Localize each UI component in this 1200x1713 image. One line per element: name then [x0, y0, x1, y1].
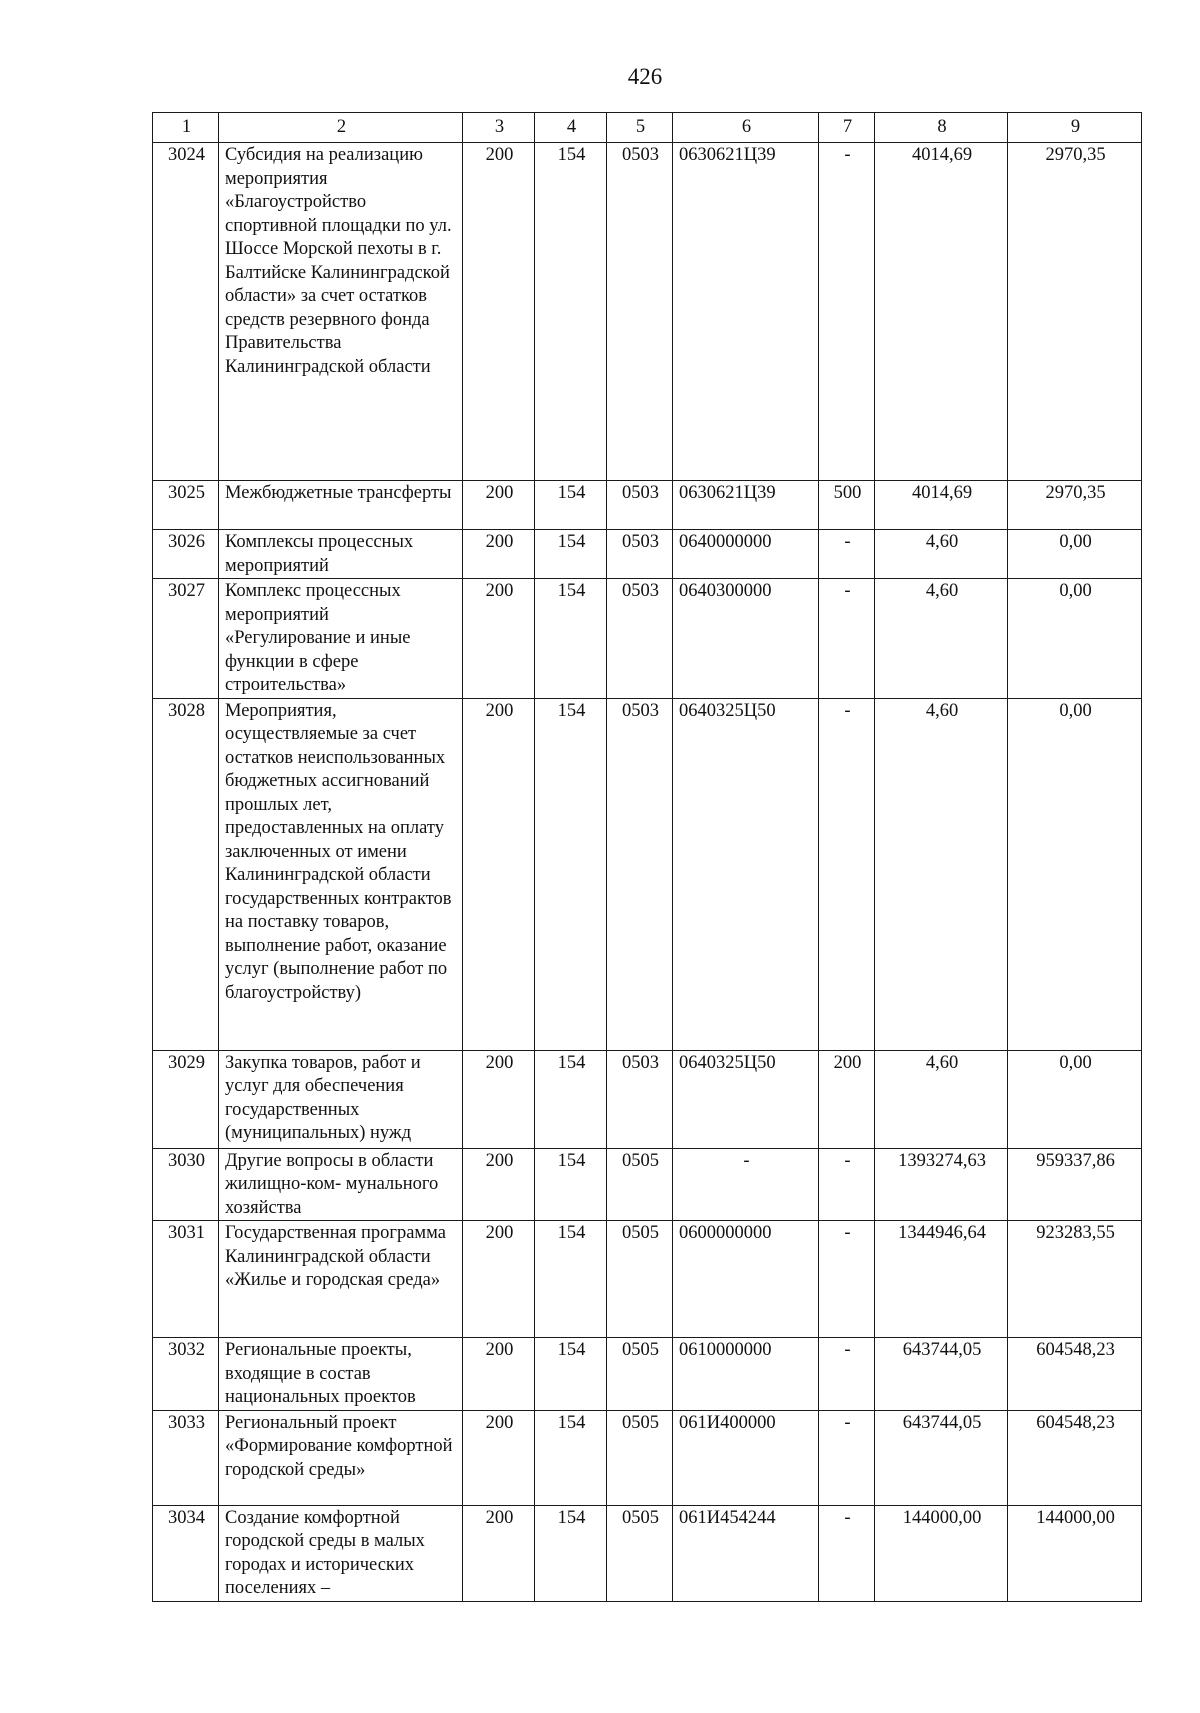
- cell-col6: 0640300000: [673, 579, 819, 699]
- table-row: [153, 1148, 1142, 1221]
- cell-col4: 154: [535, 579, 607, 699]
- row-number: 3030: [153, 1148, 219, 1221]
- column-header: 3: [463, 113, 535, 143]
- cell-col9: 2970,35: [1008, 143, 1142, 481]
- row-name: Межбюджетные трансферты: [219, 481, 463, 530]
- column-header: 2: [219, 113, 463, 143]
- table-row: [153, 481, 1142, 530]
- row-number: 3026: [153, 530, 219, 579]
- cell-col9: 0,00: [1008, 530, 1142, 579]
- table-row: [153, 1505, 1142, 1601]
- cell-col5: 0503: [607, 698, 673, 1050]
- cell-col5: 0505: [607, 1410, 673, 1505]
- cell-col3: 200: [463, 481, 535, 530]
- cell-col4: 154: [535, 698, 607, 1050]
- cell-col4: 154: [535, 1148, 607, 1221]
- row-name: Другие вопросы в области жилищно-ком- мунального хозяйства: [219, 1148, 463, 1221]
- column-header: 6: [673, 113, 819, 143]
- cell-col7: -: [819, 1338, 875, 1411]
- cell-col8: 643744,05: [875, 1338, 1008, 1411]
- cell-col6: 061И454244: [673, 1505, 819, 1601]
- cell-col3: 200: [463, 143, 535, 481]
- cell-col8: 643744,05: [875, 1410, 1008, 1505]
- row-number: 3024: [153, 143, 219, 481]
- cell-col4: 154: [535, 481, 607, 530]
- cell-col3: 200: [463, 698, 535, 1050]
- row-name: Создание комфортной городской среды в малых городах и исторических поселениях –: [219, 1505, 463, 1601]
- cell-col8: 4,60: [875, 698, 1008, 1050]
- cell-col7: -: [819, 1505, 875, 1601]
- cell-col9: 2970,35: [1008, 481, 1142, 530]
- row-name: Региональные проекты, входящие в состав национальных проектов: [219, 1338, 463, 1411]
- table-row: [153, 530, 1142, 579]
- cell-col5: 0503: [607, 579, 673, 699]
- cell-col9: 0,00: [1008, 698, 1142, 1050]
- cell-col4: 154: [535, 143, 607, 481]
- cell-col5: 0505: [607, 1221, 673, 1338]
- row-name: Мероприятия, осуществляемые за счет остатков неиспользованных бюджетных ассигнований прошлых лет, предоставленных на оплату заключенных от имени Калининградской области государственных контрактов на поставку товаров, выполнение работ, оказание услуг (выполнение работ по благоустройству): [219, 698, 463, 1050]
- table-row: [153, 579, 1142, 699]
- row-number: 3025: [153, 481, 219, 530]
- row-name: Государственная программа Калининградской области «Жилье и городская среда»: [219, 1221, 463, 1338]
- cell-col5: 0503: [607, 530, 673, 579]
- cell-col4: 154: [535, 1410, 607, 1505]
- cell-col8: 4,60: [875, 530, 1008, 579]
- cell-col7: -: [819, 1221, 875, 1338]
- table-row: [153, 1221, 1142, 1338]
- cell-col7: 200: [819, 1050, 875, 1148]
- cell-col8: 4014,69: [875, 481, 1008, 530]
- cell-col7: -: [819, 579, 875, 699]
- cell-col4: 154: [535, 1338, 607, 1411]
- cell-col5: 0503: [607, 143, 673, 481]
- cell-col3: 200: [463, 1338, 535, 1411]
- cell-col6: 0640325Ц50: [673, 1050, 819, 1148]
- column-header: 9: [1008, 113, 1142, 143]
- column-header: 5: [607, 113, 673, 143]
- row-number: 3027: [153, 579, 219, 699]
- row-name: Закупка товаров, работ и услуг для обеспечения государственных (муниципальных) нужд: [219, 1050, 463, 1148]
- cell-col6: 0640325Ц50: [673, 698, 819, 1050]
- cell-col9: 604548,23: [1008, 1410, 1142, 1505]
- cell-col4: 154: [535, 1505, 607, 1601]
- cell-col9: 0,00: [1008, 1050, 1142, 1148]
- cell-col5: 0503: [607, 1050, 673, 1148]
- cell-col6: 0630621Ц39: [673, 481, 819, 530]
- column-header: 8: [875, 113, 1008, 143]
- cell-col3: 200: [463, 1221, 535, 1338]
- cell-col9: 144000,00: [1008, 1505, 1142, 1601]
- cell-col4: 154: [535, 1050, 607, 1148]
- cell-col8: 4014,69: [875, 143, 1008, 481]
- page-number: 426: [627, 64, 663, 89]
- table-row: [153, 1050, 1142, 1148]
- cell-col8: 4,60: [875, 1050, 1008, 1148]
- row-number: 3032: [153, 1338, 219, 1411]
- column-header: 7: [819, 113, 875, 143]
- row-name: Комплекс процессных мероприятий «Регулирование и иные функции в сфере строительства»: [219, 579, 463, 699]
- cell-col4: 154: [535, 1221, 607, 1338]
- cell-col6: 0630621Ц39: [673, 143, 819, 481]
- row-number: 3028: [153, 698, 219, 1050]
- cell-col5: 0503: [607, 481, 673, 530]
- table-row: [153, 1410, 1142, 1505]
- row-number: 3031: [153, 1221, 219, 1338]
- cell-col3: 200: [463, 530, 535, 579]
- cell-col7: -: [819, 143, 875, 481]
- cell-col3: 200: [463, 579, 535, 699]
- cell-col7: -: [819, 1148, 875, 1221]
- column-header: 4: [535, 113, 607, 143]
- table-row: [153, 143, 1142, 481]
- cell-col7: -: [819, 698, 875, 1050]
- cell-col7: -: [819, 1410, 875, 1505]
- cell-col3: 200: [463, 1148, 535, 1221]
- cell-col9: 959337,86: [1008, 1148, 1142, 1221]
- cell-col4: 154: [535, 530, 607, 579]
- row-number: 3034: [153, 1505, 219, 1601]
- cell-col6: 0640000000: [673, 530, 819, 579]
- cell-col8: 1344946,64: [875, 1221, 1008, 1338]
- cell-col9: 923283,55: [1008, 1221, 1142, 1338]
- cell-col6: 0610000000: [673, 1338, 819, 1411]
- cell-col9: 604548,23: [1008, 1338, 1142, 1411]
- row-name: Комплексы процессных мероприятий: [219, 530, 463, 579]
- cell-col6: -: [673, 1148, 819, 1221]
- row-name: Субсидия на реализацию мероприятия «Благоустройство спортивной площадки по ул. Шоссе Морской пехоты в г. Балтийске Калининградской области» за счет остатков средств резервного фонда Правительства Калининградской области: [219, 143, 463, 481]
- cell-col5: 0505: [607, 1338, 673, 1411]
- cell-col6: 061И400000: [673, 1410, 819, 1505]
- table-row: [153, 698, 1142, 1050]
- column-header: 1: [153, 113, 219, 143]
- cell-col3: 200: [463, 1410, 535, 1505]
- cell-col7: 500: [819, 481, 875, 530]
- row-number: 3033: [153, 1410, 219, 1505]
- cell-col5: 0505: [607, 1148, 673, 1221]
- row-number: 3029: [153, 1050, 219, 1148]
- cell-col5: 0505: [607, 1505, 673, 1601]
- cell-col7: -: [819, 530, 875, 579]
- row-name: Региональный проект «Формирование комфортной городской среды»: [219, 1410, 463, 1505]
- cell-col8: 144000,00: [875, 1505, 1008, 1601]
- budget-table: [152, 112, 1142, 1602]
- table-row: [153, 1338, 1142, 1411]
- table-header-row: [153, 113, 1142, 143]
- cell-col6: 0600000000: [673, 1221, 819, 1338]
- cell-col3: 200: [463, 1050, 535, 1148]
- cell-col8: 4,60: [875, 579, 1008, 699]
- cell-col8: 1393274,63: [875, 1148, 1008, 1221]
- cell-col3: 200: [463, 1505, 535, 1601]
- cell-col9: 0,00: [1008, 579, 1142, 699]
